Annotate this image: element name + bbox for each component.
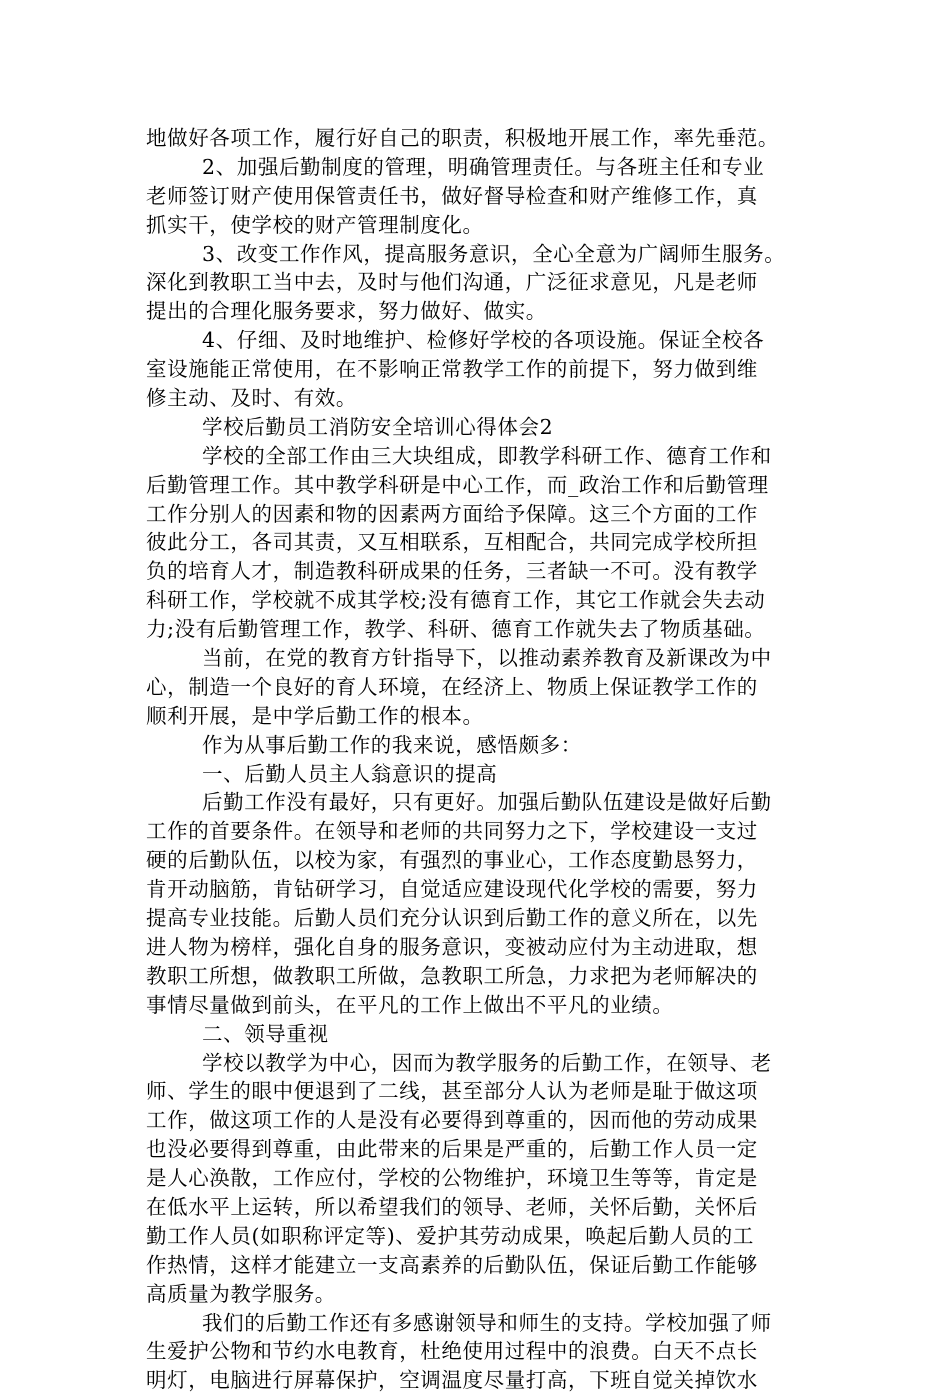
text-line: 工作，做这项工作的人是没有必要得到尊重的，因而他的劳动成果 — [146, 1108, 758, 1133]
text-line: 学校后勤员工消防安全培训心得体会2 — [202, 414, 554, 439]
text-line: 师、学生的眼中便退到了二线，甚至部分人认为老师是耻于做这项 — [146, 1079, 758, 1104]
text-line: 二、领导重视 — [202, 1021, 329, 1046]
text-line: 后勤管理工作。其中教学科研是中心工作，而_政治工作和后勤管理 — [146, 472, 769, 497]
text-line: 明灯，电脑进行屏幕保护，空调温度尽量打高，下班自觉关掉饮水 — [146, 1368, 758, 1393]
text-line: 深化到教职工当中去，及时与他们沟通，广泛征求意见，凡是老师 — [146, 270, 758, 295]
text-line: 一、后勤人员主人翁意识的提高 — [202, 761, 498, 786]
text-line: 2、加强后勤制度的管理，明确管理责任。与各班主任和专业 — [202, 154, 765, 179]
text-line: 作为从事后勤工作的我来说，感悟颇多： — [202, 732, 582, 757]
text-line: 我们的后勤工作还有多感谢领导和师生的支持。学校加强了师 — [202, 1310, 772, 1335]
text-line: 科研工作，学校就不成其学校;没有德育工作，其它工作就会失去动 — [146, 588, 766, 613]
text-line: 学校以教学为中心，因而为教学服务的后勤工作，在领导、老 — [202, 1050, 772, 1075]
text-line: 抓实干，使学校的财产管理制度化。 — [146, 212, 484, 237]
text-line: 彼此分工，各司其责，又互相联系，互相配合，共同完成学校所担 — [146, 530, 758, 555]
text-line: 后勤工作没有最好，只有更好。加强后勤队伍建设是做好后勤 — [202, 790, 772, 815]
text-line: 硬的后勤队伍，以校为家，有强烈的事业心，工作态度勤恳努力， — [146, 848, 758, 873]
text-line: 当前，在党的教育方针指导下，以推动素养教育及新课改为中 — [202, 646, 772, 671]
text-line: 力;没有后勤管理工作，教学、科研、德育工作就失去了物质基础。 — [146, 617, 766, 642]
text-line: 老师签订财产使用保管责任书，做好督导检查和财产维修工作，真 — [146, 183, 758, 208]
text-line: 勤工作人员(如职称评定等)、爱护其劳动成果，唤起后勤人员的工 — [146, 1223, 754, 1248]
text-line: 进人物为榜样，强化自身的服务意识，变被动应付为主动进取，想 — [146, 934, 758, 959]
text-line: 学校的全部工作由三大块组成，即教学科研工作、德育工作和 — [202, 443, 772, 468]
text-line: 提高专业技能。后勤人员们充分认识到后勤工作的意义所在，以先 — [146, 906, 758, 931]
text-line: 心，制造一个良好的育人环境，在经济上、物质上保证教学工作的 — [146, 674, 758, 699]
text-line: 生爱护公物和节约水电教育，杜绝使用过程中的浪费。白天不点长 — [146, 1339, 758, 1364]
text-line: 修主动、及时、有效。 — [146, 386, 357, 411]
text-line: 负的培育人才，制造教科研成果的任务，三者缺一不可。没有教学 — [146, 559, 758, 584]
document-page — [146, 124, 818, 1395]
text-line: 是人心涣散，工作应付，学校的公物维护，环境卫生等等，肯定是 — [146, 1166, 758, 1191]
text-line: 工作分别人的因素和物的因素两方面给予保障。这三个方面的工作 — [146, 501, 758, 526]
text-line: 室设施能正常使用，在不影响正常教学工作的前提下，努力做到维 — [146, 357, 758, 382]
text-line: 也没必要得到尊重，由此带来的后果是严重的，后勤工作人员一定 — [146, 1137, 758, 1162]
text-line: 地做好各项工作，履行好自己的职责，积极地开展工作，率先垂范。 — [146, 126, 779, 150]
text-line: 高质量为教学服务。 — [146, 1281, 336, 1306]
text-line: 作热情，这样才能建立一支高素养的后勤队伍，保证后勤工作能够 — [146, 1252, 758, 1277]
text-line: 在低水平上运转，所以希望我们的领导、老师，关怀后勤，关怀后 — [146, 1194, 758, 1219]
text-line: 工作的首要条件。在领导和老师的共同努力之下，学校建设一支过 — [146, 819, 758, 844]
text-line: 3、改变工作作风，提高服务意识，全心全意为广阔师生服务。 — [202, 241, 786, 266]
text-line: 教职工所想，做教职工所做，急教职工所急，力求把为老师解决的 — [146, 963, 758, 988]
text-line: 提出的合理化服务要求，努力做好、做实。 — [146, 299, 547, 324]
text-line: 4、仔细、及时地维护、检修好学校的各项设施。保证全校各 — [202, 328, 765, 353]
text-line: 顺利开展，是中学后勤工作的根本。 — [146, 703, 484, 728]
text-line: 事情尽量做到前头，在平凡的工作上做出不平凡的业绩。 — [146, 992, 674, 1017]
text-line: 肯开动脑筋，肯钻研学习，自觉适应建设现代化学校的需要，努力 — [146, 877, 758, 902]
